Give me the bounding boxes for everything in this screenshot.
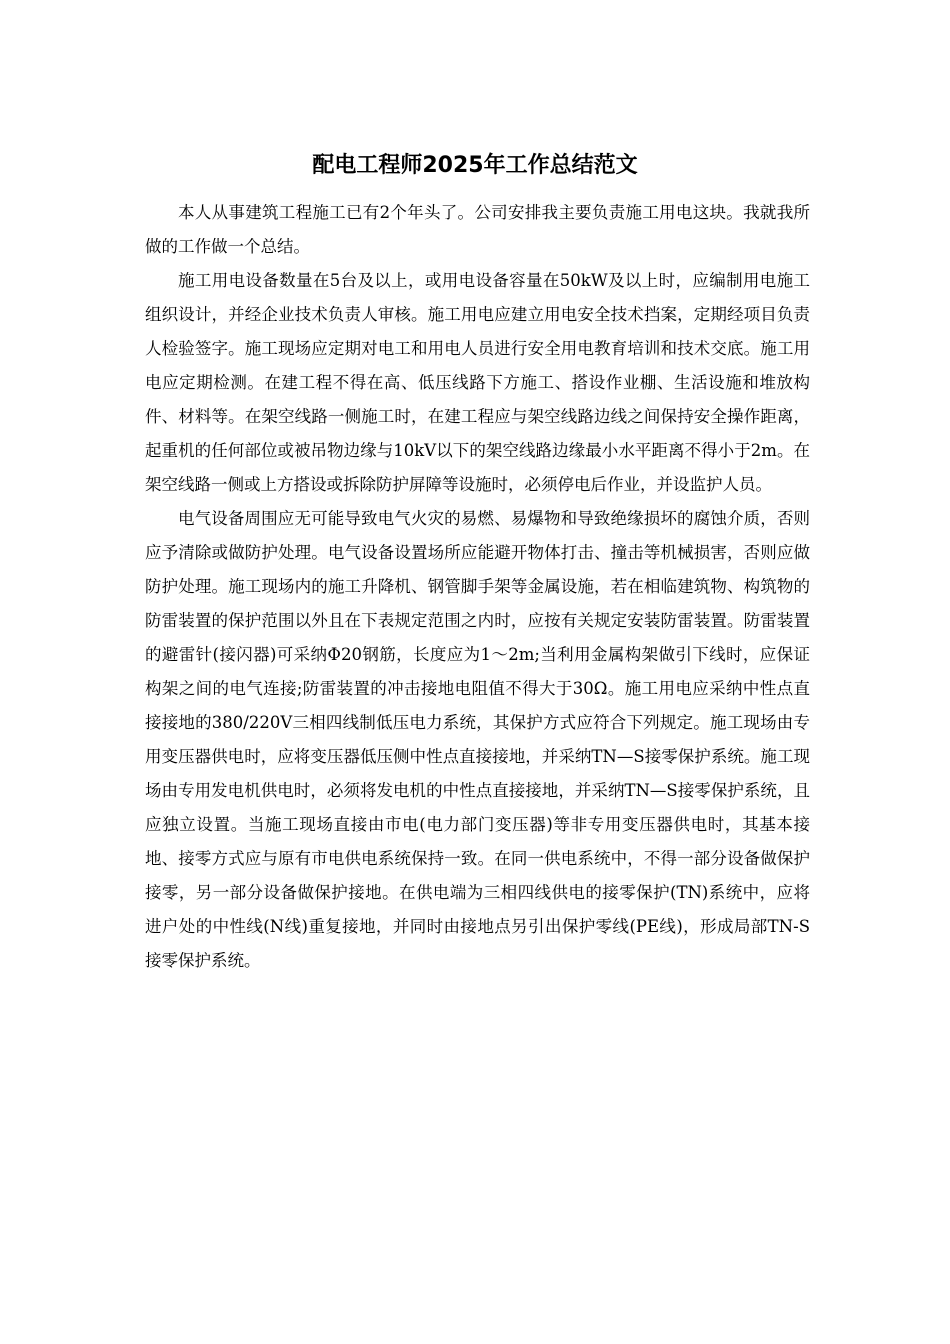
- paragraph-intro: 本人从事建筑工程施工已有2个年头了。公司安排我主要负责施工用电这块。我就我所做的工作做一个总结。: [145, 203, 810, 256]
- paragraph-grounding-protection: 电气设备周围应无可能导致电气火灾的易燃、易爆物和导致绝缘损坏的腐蚀介质，否则应予清除或做防护处理。电气设备设置场所应能避开物体打击、撞击等机械损害，否则应做防护处理。施工现场内的施工升降机、钢管脚手架等金属设施，若在相临建筑物、构筑物的防雷装置的保护范围以外且在下表规定范围之内时，应按有关规定安装防雷装置。防雷装置的避雷针(接闪器)可采纳Φ20钢筋，长度应为1～2m;当利用金属构架做引下线时，应保证构架之间的电气连接;防雷装置的冲击接地电阻值不得大于30Ω。施工用电应采纳中性点直接接地的380/220V三相四线制低压电力系统，其保护方式应符合下列规定。施工现场由专用变压器供电时，应将变压器低压侧中性点直接接地，并采纳TN—S接零保护系统。施工现场由专用发电机供电时，必须将发电机的中性点直接接地，并采纳TN—S接零保护系统，且应独立设置。当施工现场直接由市电(电力部门变压器)等非专用变压器供电时，其基本接地、接零方式应与原有市电供电系统保持一致。在同一供电系统中，不得一部分设备做保护接零，另一部分设备做保护接地。在供电端为三相四线供电的接零保护(TN)系统中，应将进户处的中性线(N线)重复接地，并同时由接地点另引出保护零线(PE线)，形成局部TN-S接零保护系统。: [145, 509, 810, 970]
- paragraph-power-design: 施工用电设备数量在5台及以上，或用电设备容量在50kW及以上时，应编制用电施工组织设计，并经企业技术负责人审核。施工用电应建立用电安全技术挡案，定期经项目负责人检验签字。施工现场应定期对电工和用电人员进行安全用电教育培训和技术交底。施工用电应定期检测。在建工程不得在高、低压线路下方施工、搭设作业棚、生活设施和堆放构件、材料等。在架空线路一侧施工时，在建工程应与架空线路边线之间保持安全操作距离，起重机的任何部位或被吊物边缘与10kV以下的架空线路边缘最小水平距离不得小于2m。在架空线路一侧或上方搭设或拆除防护屏障等设施时，必须停电后作业，并设监护人员。: [145, 271, 810, 494]
- document-title: 配电工程师2025年工作总结范文: [312, 153, 638, 178]
- document-body: [145, 196, 810, 978]
